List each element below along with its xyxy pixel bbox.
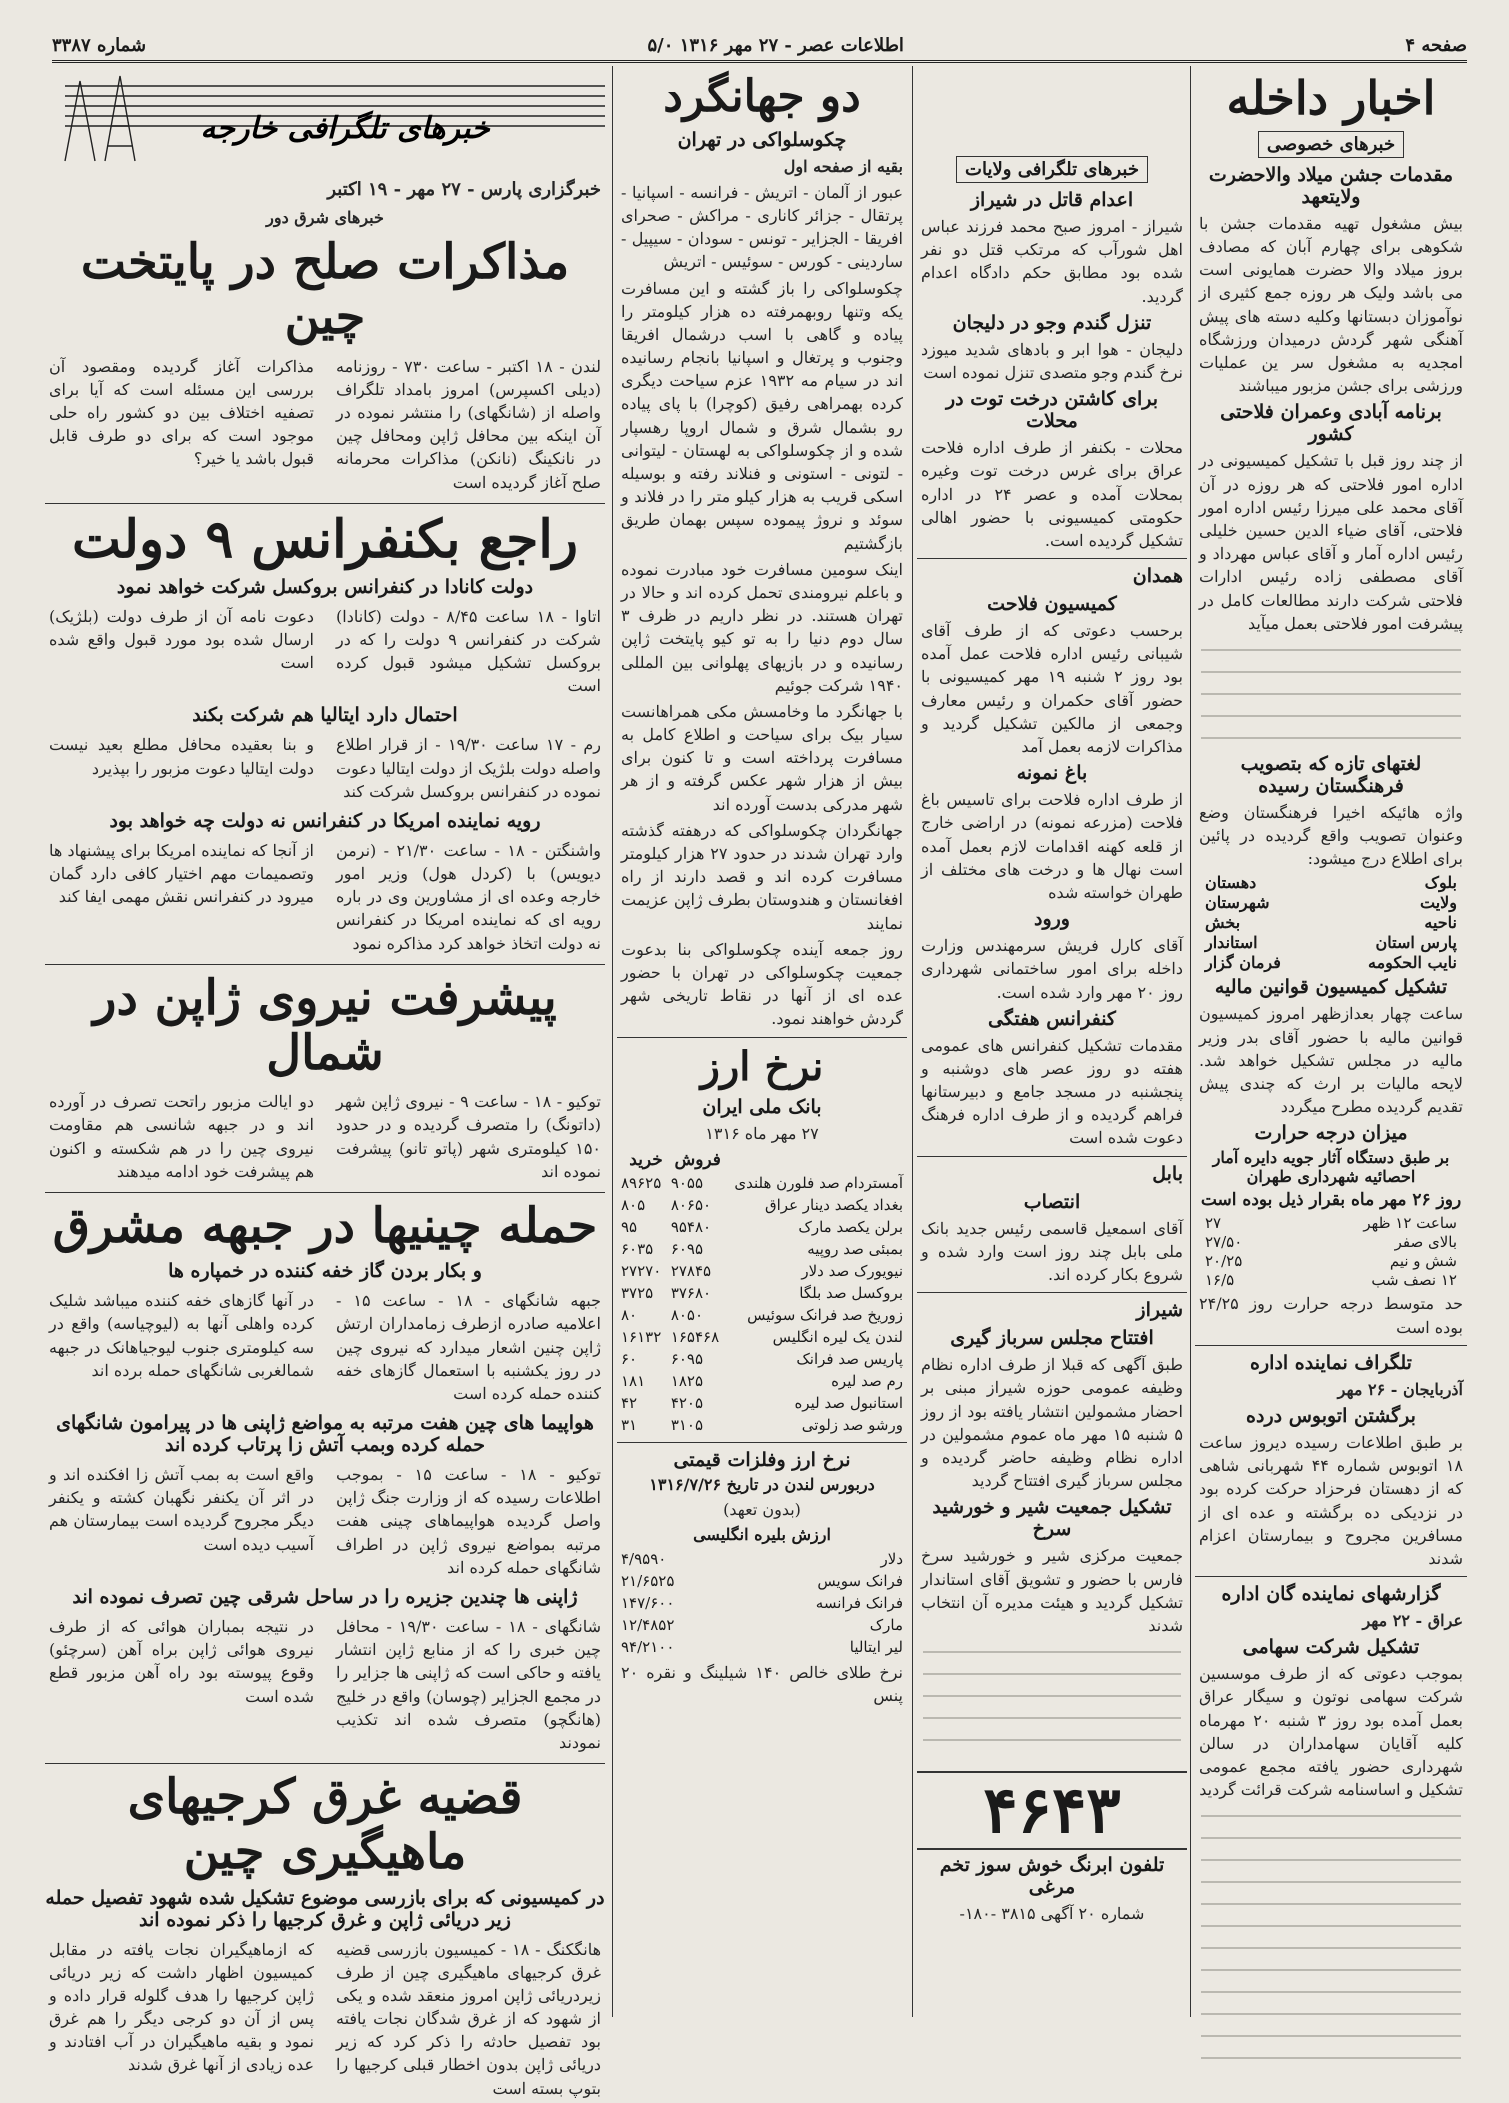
article-text: دعوت نامه آن از طرف دولت (بلژیک) ارسال شده بود مورد قبول واقع شده است: [49, 606, 314, 672]
temp-value: ۱۶/۵: [1205, 1271, 1235, 1290]
article-text: ساعت چهار بعدازظهر امروز کمیسیون قوانین مالیه با حضور آقای بدر وزیر مالیه در مجلس تشکیل خواهد شد. لایحه مالیات بر ارث که چندی پیش تقدیم گردیده مطرح میگردد: [1199, 1004, 1463, 1117]
logo-text: خبرهای تلگرافی خارجه: [200, 111, 490, 146]
page-label: صفحه ۴: [1405, 34, 1467, 56]
rate-row: [617, 1370, 907, 1392]
rate-row: [617, 1260, 907, 1282]
article-text: اتاوا - ۱۸ ساعت ۸/۴۵ - دولت (کانادا) شرکت در کنفرانس ۹ دولت را که در بروکسل تشکیل میشود قبول کرده است: [336, 606, 602, 696]
travellers-and-rates-column: [617, 66, 907, 2017]
article-text: حد متوسط درجه حرارت روز ۲۴/۲۵ بوده است: [1199, 1294, 1463, 1337]
article-text: دو ایالت مزبور راتحت تصرف در آورده اند و در جبهه شانسی هم مقاومت نیروی چین را در هم شکسته و اکنون هم پیشرفت خود ادامه میدهند: [49, 1092, 314, 1181]
buy-value: ۱۸۱: [621, 1371, 646, 1390]
metals-title: نرخ ارز وفلزات قیمتی: [673, 1448, 851, 1471]
sell-value: ۱۶۵۴۶۸: [670, 1327, 720, 1346]
temp-row: [1205, 1252, 1457, 1270]
buy-value: ۴۲: [621, 1393, 638, 1412]
sell-value: ۶۰۹۵: [670, 1349, 704, 1368]
headline: برگشتن اتوبوس درده: [1246, 1404, 1416, 1427]
metals-table: [617, 1548, 907, 1658]
article-text: واژه هائیکه اخیرا فرهنگستان وضع وعنوان تصویب واقع گردیده در پائین برای اطلاع درج میشود:: [1199, 802, 1463, 869]
headline: تنزل گندم وجو در دلیجان: [952, 311, 1152, 334]
article-text: در نتیجه بمباران هوائی که از طرف نیروی هوائی ژاپن براه آهن (سرچئو) وقوع پیوسته بود راه آهن مزبور قطع شده است: [49, 1617, 314, 1706]
headline: ورود: [1034, 908, 1070, 931]
rate-row: [617, 1392, 907, 1414]
article-text: که ازماهیگیران نجات یافته در مقابل کمیسیون اظهار داشت که زیر دریائی ژاپن کرجیها را هدف گلوله قرار داده و پس از آن دو کرجی دیگر را هم غرق نمود و بقیه ماهیگیران در آب افتادند و عده زیادی از آنها غرق شدند: [49, 1939, 314, 2075]
foreign-news-column: [45, 66, 605, 2098]
rate-row: [617, 1414, 907, 1436]
article-text: طبق آگهی که قبلا از طرف اداره نظام وظیفه عمومی حوزه شیراز مبنی بر احضار مشمولین انتشار یافته بود از روز ۵ شنبه ۱۵ مهر ماه عموم مشمولین در اداره نظام وظیفه حاضر گردیده و مجلس سرباز گیری افتتاح گردید: [921, 1355, 1183, 1491]
page-header: [52, 30, 1467, 63]
article-text: از طرف اداره فلاحت برای تاسیس باغ فلاحت (مزرعه نمونه) در اراضی خارج از قلعه کهنه اقدامات لازم بعمل آمده است نهال ها و درخت های مختلف از طهران خواسته شده: [921, 790, 1183, 902]
column-rule: [612, 66, 613, 2017]
article-text: آقای کارل فریش سرمهندس وزارت داخله برای امور ساختمانی شهرداری روز ۲۰ مهر وارد شده است.: [921, 936, 1183, 1002]
headline: انتصاب: [1023, 1190, 1081, 1213]
dateline: خبرگزاری پارس - ۲۷ مهر - ۱۹ اکتبر: [327, 179, 601, 200]
word-row: [1205, 933, 1457, 952]
word-old: ناحیه: [1424, 913, 1457, 933]
article-text: آقای اسمعیل قاسمی رئیس جدید بانک ملی بابل چند روز است وارد شده و شروع بکار کرده اند.: [921, 1218, 1183, 1284]
word-new: استاندار: [1205, 933, 1258, 953]
temperature-list: [1195, 1214, 1467, 1289]
temp-label: بالای صفر: [1394, 1233, 1457, 1252]
buy-value: ۸۰: [621, 1305, 638, 1324]
article-text: جبهه شانگهای - ۱۸ - ساعت ۱۵ - اعلامیه صادره ازطرف زمامداران ارتش ژاپن چنین اشعار میدارد که نیروی چین در روز یکشنبه با استعمال گازهای خفه کننده حمله کرده است: [336, 1291, 601, 1403]
advertisement-text: تلفون ابرنگ خوش سوز تخم مرغی: [939, 1854, 1165, 1899]
rate-row: [617, 1238, 907, 1260]
buy-value: ۳۷۲۵: [621, 1283, 654, 1302]
word-old: بلوک: [1424, 873, 1457, 893]
buy-header: خرید: [629, 1149, 663, 1170]
sell-value: ۳۷۶۸۰: [670, 1283, 712, 1302]
word-row: [1205, 873, 1457, 892]
headline: تشکیل کمیسیون قوانین مالیه: [1214, 976, 1448, 999]
currency-name: ورشو صد زلوتی: [801, 1415, 903, 1434]
headline: مذاکرات صلح در پایتخت چین: [80, 234, 570, 346]
text-lines: [1201, 639, 1461, 749]
issue-number: شماره ۳۳۸۷: [52, 34, 147, 56]
subheadline: و بکار بردن گاز خفه کننده در خمپاره ها: [168, 1260, 482, 1283]
metal-value: ۹۴/۲۱۰۰: [621, 1637, 675, 1656]
temp-label: ۱۲ نصف شب: [1371, 1271, 1457, 1290]
section-title: خبرهای تلگرافی ولایات: [956, 156, 1148, 183]
currency-name: بغداد یکصد دینار عراق: [764, 1195, 903, 1214]
metal-row: [617, 1592, 907, 1614]
sell-value: ۸۰۵۰: [670, 1305, 704, 1324]
buy-value: ۳۱: [621, 1415, 638, 1434]
article-text: توکیو - ۱۸ - ساعت ۹ - نیروی ژاپن شهر (داتونگ) را متصرف گردیده و در حدود ۱۵۰ کیلومتری شهر (پاتو تانو) پیشرفت نموده اند: [336, 1092, 601, 1181]
article-text: بموجب دعوتی که از طرف موسسین شرکت سهامی نوتون و سیگار عراق بعمل آمده بود روز ۳ شنبه ۲۰ مهرماه کلیه آقایان سهامداران در سالن شهرداری حضور یافته مجمع عمومی تشکیل و اساسنامه شرکت قرائت گردید: [1199, 1664, 1464, 1800]
article-text: مقدمات تشکیل کنفرانس های عمومی هفته دو روز عصر های دوشنبه و پنجشنبه در مسجد جامع و دبیرستانها فراهم گردیده و از طرف اداره فرهنگ دعوت شده است: [921, 1035, 1183, 1148]
sell-value: ۹۰۵۵: [670, 1173, 704, 1192]
word-list: [1195, 873, 1467, 972]
article-text: روز جمعه آینده چکوسلواکی بنا بدعوت جمعیت چکوسلواکی در تهران با حضور عده ای از آنها در نقاط تاریخی شهر گردش خواهند نمود.: [621, 939, 903, 1029]
word-old: نایب الحکومه: [1368, 953, 1457, 973]
article-text: شانگهای - ۱۸ - ساعت ۱۹/۳۰ - محافل چین خبری را که از منابع ژاپن انتشار یافته و حاکی است که ژاپنی ها جزایر را در مجمع الجزایر (چوسان) واقع در خلیج (هانگچو) متصرف شده اند تکذیب نمودند: [336, 1617, 601, 1752]
article-text: توکیو - ۱۸ - ساعت ۱۵ - بموجب اطلاعات رسیده که از وزارت جنگ ژاپن واصل گردیده هواپیماهای چینی هفت مرتبه بمواضع نیروی ژاپن در اطراف شانگهای حمله کرده اند: [336, 1465, 601, 1577]
metals-end: نرخ طلای خالص ۱۴۰ شیلینگ و نقره ۲۰ پنس: [621, 1662, 903, 1706]
rates-date: ۲۷ مهر ماه ۱۳۱۶: [705, 1123, 819, 1143]
rate-row: [617, 1304, 907, 1326]
headline: کنفرانس هفتگی: [988, 1007, 1116, 1030]
temp-row: [1205, 1214, 1457, 1232]
telegraph-logo-icon: [45, 66, 605, 166]
article-text: لندن - ۱۸ اکتبر - ساعت ۷۳۰ - روزنامه (دیلی اکسپرس) امروز بامداد تلگراف واصله از (شانگهای) را منتشر نموده در آن اینکه بین محافل ژاپن ومحافل چین در نانکینگ (نانکن) مذاکرات محرمانه صلح آغاز گردیده است: [336, 356, 601, 492]
word-row: [1205, 893, 1457, 912]
sell-value: ۸۰۶۵۰: [670, 1195, 712, 1214]
article-text: هانگکنگ - ۱۸ - کمیسیون بازرسی قضیه غرق کرجیهای ماهیگیری چین از طرف زیردریائی ژاپن امروز منعقد شده و یکی از شهود که از غرق شدگان نجات یافته بود تفصیل حادثه را ذکر کرد که زیر دریائی ژاپن بدون اخطار قبلی کرجیها را بتوپ بسته است: [336, 1939, 602, 2098]
article-text: دلیجان - هوا ابر و بادهای شدید میوزد نرخ گندم وجو متصدی تنزل نموده است: [921, 339, 1183, 382]
currency-name: بمبئی صد روپیه: [807, 1239, 903, 1258]
currency-name: برلن یکصد مارک: [798, 1217, 903, 1236]
metal-value: ۱۲/۴۸۵۲: [621, 1615, 675, 1634]
rates-title: نرخ ارز: [700, 1042, 824, 1090]
subheadline: احتمال دارد ایتالیا هم شرکت بکند: [192, 704, 458, 727]
headline: اعدام قاتل در شیراز: [970, 189, 1134, 211]
word-new: فرمان گزار: [1205, 953, 1281, 973]
temp-value: ۲۷/۵۰: [1205, 1233, 1243, 1252]
word-old: ولایت: [1419, 893, 1457, 913]
metal-value: ۱۴۷/۶۰۰: [621, 1593, 675, 1612]
provincial-news-column: [917, 66, 1187, 2017]
metal-name: مارک: [869, 1615, 903, 1634]
headline: مقدمات جشن میلاد والاحضرت ولایتعهد: [1208, 163, 1454, 208]
rate-row: [617, 1348, 907, 1370]
metal-name: دلار: [880, 1549, 903, 1568]
subheadline: رویه نماینده امریکا در کنفرانس نه دولت چه خواهد بود: [109, 809, 541, 832]
article-text: از چند روز قبل با تشکیل کمیسیونی در اداره امور فلاحتی که هر روزه در آن آقای محمد علی میرزا رئیس اداره امور فلاحتی، آقای ضیاء الدین حسین خلیلی رئیس اداره آمار و آقای عباس مهرداد و آقای مصطفی زاده رئیس ادارات فلاحتی شرکت دارند مطالعات کامل در پیشرفت امور فلاحتی بعمل میآید: [1199, 451, 1463, 633]
rate-row: [617, 1326, 907, 1348]
headline: پیشرفت نیروی ژاپن در شمال: [93, 969, 557, 1082]
continued-label: بقیه از صفحه اول: [783, 156, 903, 176]
rate-row: [617, 1172, 907, 1194]
article-text: بیش مشغول تهیه مقدمات جشن با شکوهی برای چهارم آبان که مصادف بروز میلاد والا حضرت همایونی است می باشد ولیک هر روزه جمع کثیری از نوآموزان دبستانها وکلیه دسته های پیش آهنگی شهر گردش درمیدان ورزشگاه امجدیه به مشغول سر ین عملیات ورزشی برای جشن مزبور میباشند: [1199, 213, 1463, 396]
subheadline: در کمیسیونی که برای بازرسی موضوع تشکیل شده شهود تفصیل حمله زیر دریائی ژاپن و غرق کرجیها را ذکر نموده اند: [45, 1886, 605, 1931]
column-rule: [912, 66, 913, 2017]
article-text: بر طبق اطلاعات رسیده دیروز ساعت ۱۸ اتوبوس شماره ۴۴ شهربانی شاهی که از دهستان فرحزاد حرکت کرده بود در نزدیکی ده برگشته و عده ای از مسافرین مجروح و بیمارستان اعزام شدند: [1199, 1432, 1464, 1568]
headline: تلگراف نماینده اداره: [1250, 1351, 1412, 1374]
city-heading: بابل: [1152, 1162, 1183, 1185]
article-text: شیراز - امروز صبح محمد فرزند عباس اهل شورآب که مرتکب قتل دو نفر شده بود مطابق حکم دادگاه اعدام گردید.: [921, 217, 1183, 306]
word-row: [1205, 913, 1457, 932]
metal-name: لیر ایتالیا: [849, 1637, 903, 1656]
headline: راجع بکنفرانس ۹ دولت: [72, 508, 578, 570]
buy-value: ۹۵: [621, 1217, 638, 1236]
article-text: چکوسلواکی را باز گشته و این مسافرت یکه وتنها روبهمرفته ده هزار کیلومتر را پیاده و گاهی با اسب درشمال افریقا وجنوب و پرتغال و اسپانیا بانجام رسانیده اند در سیام مه ۱۹۳۲ عزم سیاحت دیگری کرده بهمراهی رفیق (کوچرا) با پای پیاده رو بشمال شرق و شمال اروپا رهسپار شده و از چکوسلواکی به لهستان - لیتوانی - لتونی - استونی و فنلاند رفته و بوسیله اسکی قریب به هزار کیلو متر را در فلاند و سوئد و نروژ پیموده سپس بهمان طریق بازگشتیم: [621, 278, 904, 553]
subheadline: روز ۲۶ مهر ماه بقرار ذیل بوده است: [1200, 1190, 1462, 1211]
currency-name: بروکسل صد بلگا: [799, 1283, 903, 1302]
city-heading: همدان: [1132, 565, 1183, 588]
headline: لغتهای تازه که بتصویب فرهنگستان رسیده: [1240, 752, 1422, 797]
metal-name: فرانک فرانسه: [815, 1593, 903, 1612]
currency-name: پاریس صد فرانک: [796, 1349, 903, 1368]
section-title: خبرهای شرق دور: [266, 208, 384, 228]
buy-value: ۸۰۵: [621, 1195, 646, 1214]
temp-value: ۲۰/۲۵: [1205, 1252, 1243, 1271]
temp-row: [1205, 1271, 1457, 1289]
buy-value: ۶۰۳۵: [621, 1239, 654, 1258]
advertisement-number: ۴۶۴۳: [917, 1771, 1187, 1850]
currency-name: زوریخ صد فرانک سوئیس: [747, 1305, 903, 1324]
headline: تشکیل جمعیت شیر و خورشید سرخ: [932, 1496, 1172, 1541]
article-text: رم - ۱۷ ساعت ۱۹/۳۰ - از قرار اطلاع واصله دولت بلژیک از دولت ایتالیا دعوت نموده در کنفرانس بروکسل شرکت کند: [336, 735, 601, 801]
currency-name: استانبول صد لیره: [794, 1393, 903, 1412]
article-text: و بنا بعقیده محافل مطلع بعید نیست دولت ایتالیا دعوت مزبور را بپذیرد: [49, 735, 314, 778]
rates-subtitle: بانک ملی ایران: [702, 1095, 822, 1118]
article-text: برحسب دعوتی که از طرف آقای شیبانی رئیس اداره فلاحت عمل آمده بود روز ۲ شنبه ۱۹ مهر کمیسیونی با حضور آقای حکمران و رئیس معارف وجمعی از مالکین تشکیل گردید و مذاکرات لازمه بعمل آمد: [921, 621, 1183, 756]
section-title: خبرهای خصوصی: [1258, 131, 1404, 158]
exchange-rate-table: [617, 1148, 907, 1436]
text-lines: [923, 1641, 1181, 1761]
headline: تشکیل شرکت سهامی: [1242, 1636, 1420, 1659]
text-lines: [1201, 1805, 1461, 2065]
subheadline: دولت کانادا در کنفرانس بروکسل شرکت خواهد نمود: [116, 575, 534, 598]
headline: میزان درجه حرارت: [1254, 1122, 1408, 1145]
buy-value: ۱۶۱۳۲: [621, 1327, 662, 1346]
dateline: آذربایجان - ۲۶ مهر: [1337, 1379, 1463, 1399]
headline: گزارشهای نماینده گان اداره: [1221, 1583, 1441, 1606]
article-text: در آنها گازهای خفه کننده میباشد شلیک کرده واهلی آنها به (لیوچیاسه) واقع در سه کیلومتری جنوب لیوجیاهانک در جبهه شمالغربی شانگهای حمله برده اند: [49, 1291, 314, 1380]
headline: برای کاشتن درخت توت در محلات: [946, 388, 1158, 433]
city-heading: شیراز: [1136, 1299, 1183, 1322]
metal-row: [617, 1548, 907, 1570]
article-text: مذاکرات آغاز گردیده ومقصود آن بررسی این مسئله است که آیا برای تصفیه اختلاف بین دو کشور راه حلی موجود است که برای دو طرف قابل قبول باشد یا خیر؟: [49, 356, 314, 469]
article-text: عبور از آلمان - اتریش - فرانسه - اسپانیا - پرتقال - جزائر کاناری - مراکش - صحرای افریقا - الجزایر - تونس - سودان - سیپیل - ساردینی - کورس - سوئیس - اتریش: [621, 182, 903, 272]
article-text: با جهانگرد ما وخامسش مکی همراهانست سیار بیک برای سیاحت و اطلاع کامل به مسافرت پرداخته است و تا کنون برای بیش از هزار شهر عکس گرفته و از هر شهر مدرکی بدست آورده اند: [621, 701, 903, 814]
sell-value: ۶۰۹۵: [670, 1239, 704, 1258]
domestic-news-column: [1195, 66, 1467, 2017]
sell-value: ۹۵۴۸۰: [670, 1217, 712, 1236]
sell-header: فروش: [674, 1149, 721, 1170]
article-text: اینک سومین مسافرت خود مبادرت نموده و باعلم نیرومندی تحمل کرده اند و حالا در تهران هستند. در نظر داریم در ظرف ۳ سال دوم دنیا را به تو کیو پایتخت ژاپن رسانیده و در بازیهای پهلوانی بین المللی ۱۹۴۰ شرکت جوئیم: [621, 559, 903, 695]
rate-row: [617, 1282, 907, 1304]
article-text: محلات - بکنفر از طرف اداره فلاحت عراق برای غرس درخت توت وغیره بمحلات آمده و عصر ۲۴ در اداره حکومتی کمیسیونی با حضور اهالی تشکیل گردیده است.: [921, 438, 1183, 550]
sell-value: ۲۷۸۴۵: [670, 1261, 712, 1280]
word-new: دهستان: [1205, 873, 1257, 893]
article-text: از آنجا که نماینده امریکا برای پیشنهاد ها وتصمیمات مهم اختیار کافی دارد گمان میرود در کنفرانس نقش مهمی ایفا کند: [49, 840, 314, 907]
temp-label: شش و نیم: [1389, 1252, 1457, 1271]
word-new: شهرستان: [1205, 893, 1270, 913]
metal-value: ۴/۹۵۹۰: [621, 1549, 667, 1568]
headline: افتتاح مجلس سرباز گیری: [950, 1327, 1154, 1350]
headline: قضیه غرق کرجیهای ماهیگیری چین: [127, 1769, 523, 1881]
currency-name: رم صد لیره: [831, 1371, 903, 1390]
currency-name: آمستردام صد فلورن هلندی: [734, 1173, 903, 1192]
headline: کمیسیون فلاحت: [987, 593, 1117, 616]
headline: باغ نمونه: [1016, 762, 1088, 785]
temp-value: ۲۷: [1205, 1214, 1222, 1233]
column-rule: [1190, 66, 1191, 2017]
metals-note: (بدون تعهد): [723, 1499, 801, 1519]
rate-row: [617, 1194, 907, 1216]
headline: دو جهانگرد: [663, 71, 861, 122]
word-old: پارس استان: [1375, 933, 1457, 953]
headline: حمله چینیها در جبهه مشرق: [52, 1197, 598, 1254]
metals-label: ارزش بلیره انگلیسی: [693, 1524, 831, 1544]
metal-row: [617, 1636, 907, 1658]
currency-name: نیویورک صد دلار: [801, 1261, 903, 1280]
subheadline: چکوسلواکی در تهران: [677, 128, 847, 151]
currency-name: لندن یک لیره انگلیس: [772, 1327, 903, 1346]
buy-value: ۸۹۶۲۵: [621, 1173, 662, 1192]
sell-value: ۱۸۲۵: [670, 1371, 704, 1390]
article-text: واشنگتن - ۱۸ - ساعت ۲۱/۳۰ - (نرمن دیویس) با (کردل هول) وزیر امور خارجه وعده ای از مشاورین وی در باره رویه ای که نماینده امریکا در کنفرانس نه دولت اتخاذ خواهد کرد مذاکره نمود: [336, 840, 602, 953]
subheadline: هواپیما های چین هفت مرتبه به مواضع ژاپنی ها در پیرامون شانگهای حمله کرده وبمب آتش زا پرتاب کرده اند: [56, 1412, 594, 1457]
metal-value: ۲۱/۶۵۲۵: [621, 1571, 675, 1590]
temp-label: ساعت ۱۲ ظهر: [1363, 1214, 1457, 1233]
sell-value: ۴۲۰۵: [670, 1393, 704, 1412]
metal-row: [617, 1614, 907, 1636]
word-row: [1205, 953, 1457, 972]
metal-name: فرانک سویس: [817, 1571, 903, 1590]
masthead: اخبار داخله: [1226, 71, 1436, 125]
rate-row: [617, 1216, 907, 1238]
word-new: بخش: [1205, 913, 1241, 933]
subheadline: ژاپنی ها چندین جزیره را در ساحل شرقی چین تصرف نموده اند: [72, 1586, 578, 1609]
article-text: جهانگردان چکوسلواکی که درهفته گذشته وارد تهران شدند در حدود ۲۷ هزار کیلومتر مسافرت کرده اند و قصد دارند از راه افغانستان و هندوستان بطرف ژاپن عزیمت نمایند: [621, 820, 904, 933]
dateline: عراق - ۲۲ مهر: [1362, 1611, 1463, 1631]
subheadline: بر طبق دستگاه آثار جویه دایره آمار احصائیه شهرداری طهران: [1212, 1148, 1450, 1187]
sell-value: ۳۱۰۵: [670, 1415, 704, 1434]
article-text: جمعیت مرکزی شیر و خورشید سرخ فارس با حضور و تشویق آقای استاندار تشکیل گردید و هیئت مدیره آن انتخاب شدند: [921, 1546, 1183, 1635]
metal-row: [617, 1570, 907, 1592]
buy-value: ۲۷۲۷۰: [621, 1261, 662, 1280]
article-text: واقع است به بمب آتش زا افکنده اند و در اثر آن یکنفر نگهبان کشته و یکنفر دیگر مجروح گردیده است بیمارستان هم آسیب دیده است: [49, 1465, 314, 1554]
temp-row: [1205, 1233, 1457, 1251]
buy-value: ۶۰: [621, 1349, 638, 1368]
logo-area: [45, 66, 605, 174]
issue-date: اطلاعات عصر - ۲۷ مهر ۱۳۱۶ ۵/۰: [647, 34, 904, 56]
metals-subtitle: دربورس لندن در تاریخ ۱۳۱۶/۷/۲۶: [649, 1474, 875, 1494]
advertisement-small: شماره ۲۰ آگهی ۳۸۱۵ -۱۸۰-: [959, 1904, 1145, 1924]
headline: برنامه آبادی وعمران فلاحتی کشور: [1220, 401, 1442, 446]
